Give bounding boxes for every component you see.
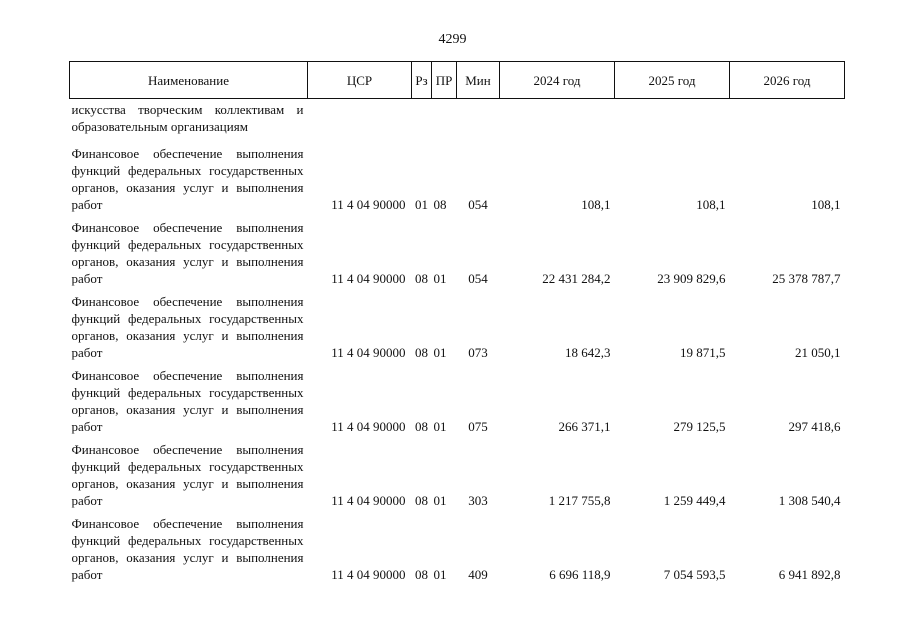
table-row xyxy=(70,361,845,435)
row-name: Финансовое обеспечение выполнения функций федеральных государственных органов, оказания услуг и выполнения работ xyxy=(71,367,304,434)
row-rz: 01 xyxy=(415,196,428,212)
row-2026: 25 378 787,7 xyxy=(772,270,841,286)
row-csr: 11 4 04 90000 xyxy=(331,270,406,286)
table-body xyxy=(70,99,845,583)
row-pr: 01 xyxy=(433,566,447,582)
row-pr: 01 xyxy=(433,344,447,360)
row-rz: 08 xyxy=(415,418,428,434)
row-name: Финансовое обеспечение выполнения функций федеральных государственных органов, оказания услуг и выполнения работ xyxy=(71,145,304,212)
table-row xyxy=(70,139,845,213)
row-2025: 23 909 829,6 xyxy=(657,270,726,286)
row-2024: 266 371,1 xyxy=(558,418,611,434)
row-2026: 6 941 892,8 xyxy=(778,566,841,582)
header-2024: 2024 год xyxy=(500,62,615,99)
row-2025: 1 259 449,4 xyxy=(663,492,726,508)
row-pr: 01 xyxy=(433,492,447,508)
row-rz: 08 xyxy=(415,492,428,508)
row-name: Финансовое обеспечение выполнения функций федеральных государственных органов, оказания услуг и выполнения работ xyxy=(71,441,304,508)
budget-table xyxy=(69,61,845,583)
header-rz: Рз xyxy=(412,62,432,99)
row-csr: 11 4 04 90000 xyxy=(331,344,406,360)
continuation-text: искусства творческим коллективам и образовательным организациям xyxy=(71,102,304,134)
row-name: Финансовое обеспечение выполнения функций федеральных государственных органов, оказания услуг и выполнения работ xyxy=(71,293,304,360)
row-pr: 08 xyxy=(433,196,447,212)
row-2025: 19 871,5 xyxy=(680,344,726,360)
header-pr: ПР xyxy=(432,62,457,99)
row-2026: 1 308 540,4 xyxy=(778,492,841,508)
table-row xyxy=(70,435,845,509)
row-pr: 01 xyxy=(433,270,447,286)
page-number: 4299 xyxy=(438,32,467,47)
row-min: 054 xyxy=(468,196,488,212)
row-min: 409 xyxy=(468,566,488,582)
header-csr: ЦСР xyxy=(308,62,412,99)
row-2025: 7 054 593,5 xyxy=(663,566,726,582)
header-name: Наименование xyxy=(70,62,308,99)
row-name: Финансовое обеспечение выполнения функций федеральных государственных органов, оказания услуг и выполнения работ xyxy=(71,219,304,286)
row-csr: 11 4 04 90000 xyxy=(331,418,406,434)
row-2024: 6 696 118,9 xyxy=(549,566,611,582)
row-name: Финансовое обеспечение выполнения функций федеральных государственных органов, оказания услуг и выполнения работ xyxy=(71,515,304,582)
table-row xyxy=(70,287,845,361)
row-min: 073 xyxy=(468,344,488,360)
row-min: 075 xyxy=(468,418,488,434)
row-2026: 297 418,6 xyxy=(788,418,841,434)
row-csr: 11 4 04 90000 xyxy=(331,492,406,508)
row-rz: 08 xyxy=(415,566,428,582)
row-2026: 108,1 xyxy=(811,196,841,212)
table-row xyxy=(70,213,845,287)
header-min: Мин xyxy=(457,62,500,99)
row-2025: 279 125,5 xyxy=(673,418,726,434)
row-rz: 08 xyxy=(415,270,428,286)
header-2026: 2026 год xyxy=(730,62,845,99)
row-2024: 22 431 284,2 xyxy=(542,270,611,286)
row-csr: 11 4 04 90000 xyxy=(331,566,406,582)
row-2024: 108,1 xyxy=(581,196,611,212)
table-row-continuation xyxy=(70,99,845,139)
table-header xyxy=(70,62,845,99)
row-2026: 21 050,1 xyxy=(795,344,841,360)
row-min: 054 xyxy=(468,270,488,286)
row-2025: 108,1 xyxy=(696,196,726,212)
row-min: 303 xyxy=(468,492,488,508)
table-row xyxy=(70,509,845,583)
row-pr: 01 xyxy=(433,418,447,434)
row-rz: 08 xyxy=(415,344,428,360)
header-2025: 2025 год xyxy=(615,62,730,99)
row-2024: 1 217 755,8 xyxy=(548,492,611,508)
row-2024: 18 642,3 xyxy=(565,344,611,360)
row-csr: 11 4 04 90000 xyxy=(331,196,406,212)
